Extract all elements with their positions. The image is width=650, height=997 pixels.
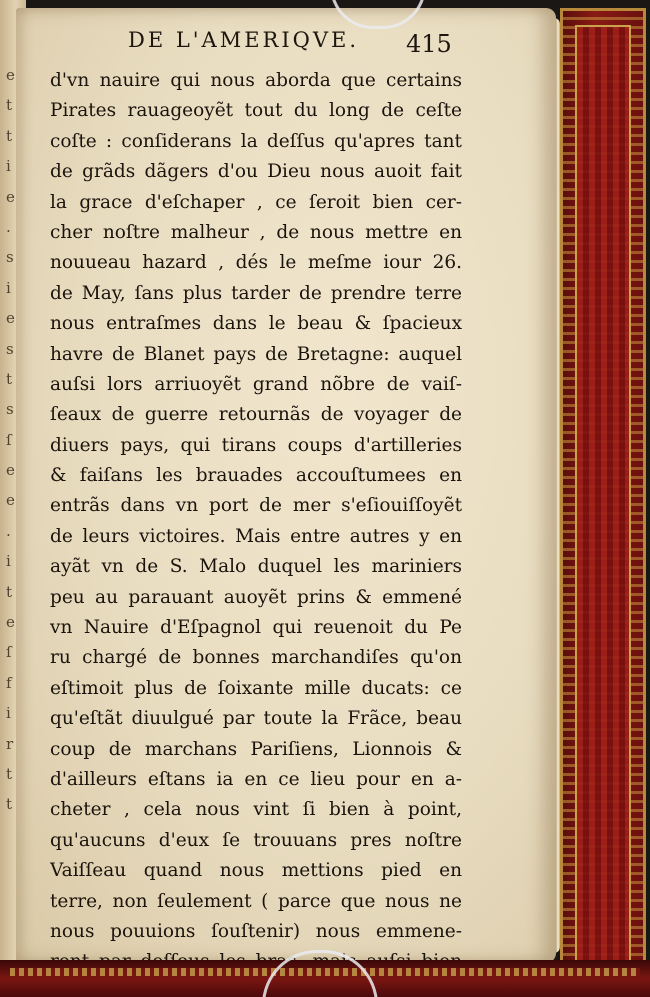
page-body-text xyxy=(50,66,462,997)
text-line: de grãds dãgers d'ou Dieu nous auoit fait xyxy=(50,161,462,183)
margin-letter: ſ xyxy=(6,643,12,662)
text-line: qu'aucuns d'eux ſe trouuans pres noſtre xyxy=(50,829,462,851)
margin-letter: i xyxy=(6,552,11,571)
margin-letter: e xyxy=(6,187,15,206)
text-line: nous pouuions ſouſtenir) nous emmene- xyxy=(50,920,462,942)
margin-letter: f xyxy=(6,673,12,692)
text-line: Vaiſſeau quand nous mettions pied en xyxy=(50,860,462,882)
text-line: ru chargé de bonnes marchandiſes qu'on xyxy=(50,647,462,669)
text-line: ſeaux de guerre retournãs de voyager de xyxy=(50,404,462,426)
text-line: diuers pays, qui tirans coups d'artilleries xyxy=(50,434,462,456)
text-line: ayãt vn de S. Malo duquel les mariniers xyxy=(50,556,462,578)
text-line: qu'eſtãt diuulgué par toute la Frãce, beau xyxy=(50,708,462,730)
margin-letter: t xyxy=(6,764,13,783)
margin-letter: e xyxy=(6,613,15,632)
margin-letter: . xyxy=(6,217,11,236)
margin-letter: e xyxy=(6,309,15,328)
text-line: cher noſtre malheur , de nous mettre en xyxy=(50,221,462,243)
text-line: coup de marchans Pariſiens, Lionnois & xyxy=(50,738,462,760)
text-line: Pirates rauageoyẽt tout du long de ceſte xyxy=(50,100,462,122)
margin-letter: i xyxy=(6,157,11,176)
gilt-border xyxy=(575,25,631,969)
text-line: terre, non ſeulement ( parce que nous ne xyxy=(50,890,462,912)
text-line: vn Nauire d'Eſpagnol qui reuenoit du Pe xyxy=(50,617,462,639)
margin-letter: t xyxy=(6,795,13,814)
margin-letter: i xyxy=(6,704,11,723)
text-line: d'ailleurs eſtans ia en ce lieu pour en a- xyxy=(50,768,462,790)
margin-letter: e xyxy=(6,491,15,510)
margin-letter: t xyxy=(6,96,13,115)
margin-letter: t xyxy=(6,582,13,601)
margin-letter: s xyxy=(6,339,14,358)
text-line: auſsi lors arriuoyẽt grand nõbre de vaiſ- xyxy=(50,373,462,395)
text-line: entrãs dans vn port de mer s'eſiouiſſoyẽt xyxy=(50,495,462,517)
margin-letter: t xyxy=(6,369,13,388)
margin-letter: ſ xyxy=(6,430,12,449)
text-line: eſtimoit plus de ſoixante mille ducats: ce xyxy=(50,677,462,699)
text-line: coſte : conſiderans la deſſus qu'apres tant xyxy=(50,130,462,152)
text-line: de May, ſans plus tarder de prendre terre xyxy=(50,282,462,304)
book-page xyxy=(16,8,556,963)
margin-letter: . xyxy=(6,521,11,540)
text-line: nous entraſmes dans le beau & ſpacieux xyxy=(50,313,462,335)
page-number: 415 xyxy=(406,30,452,58)
margin-letter: e xyxy=(6,461,15,480)
margin-letter: i xyxy=(6,278,11,297)
margin-letter: s xyxy=(6,248,14,267)
text-line: d'vn nauire qui nous aborda que certains xyxy=(50,70,462,91)
margin-letter: r xyxy=(6,734,14,753)
margin-letter: t xyxy=(6,126,13,145)
text-line: la grace d'eſchaper , ce ſeroit bien cer- xyxy=(50,191,462,213)
text-line: cheter , cela nous vint ſi bien à point, xyxy=(50,799,462,821)
running-head: DE L'AMERIQVE. xyxy=(128,28,360,52)
text-line: peu au parauant auoyẽt prins & emmené xyxy=(50,586,462,608)
text-line: nouueau hazard , dés le meſme iour 26. xyxy=(50,252,462,274)
margin-letter: e xyxy=(6,66,15,84)
book-binding-right xyxy=(560,8,646,986)
text-line: de leurs victoires. Mais entre autres y en xyxy=(50,525,462,547)
text-line: & faiſans les brauades accouſtumees en xyxy=(50,465,462,487)
margin-letter: s xyxy=(6,400,14,419)
text-line: havre de Blanet pays de Bretagne: auquel xyxy=(50,343,462,365)
